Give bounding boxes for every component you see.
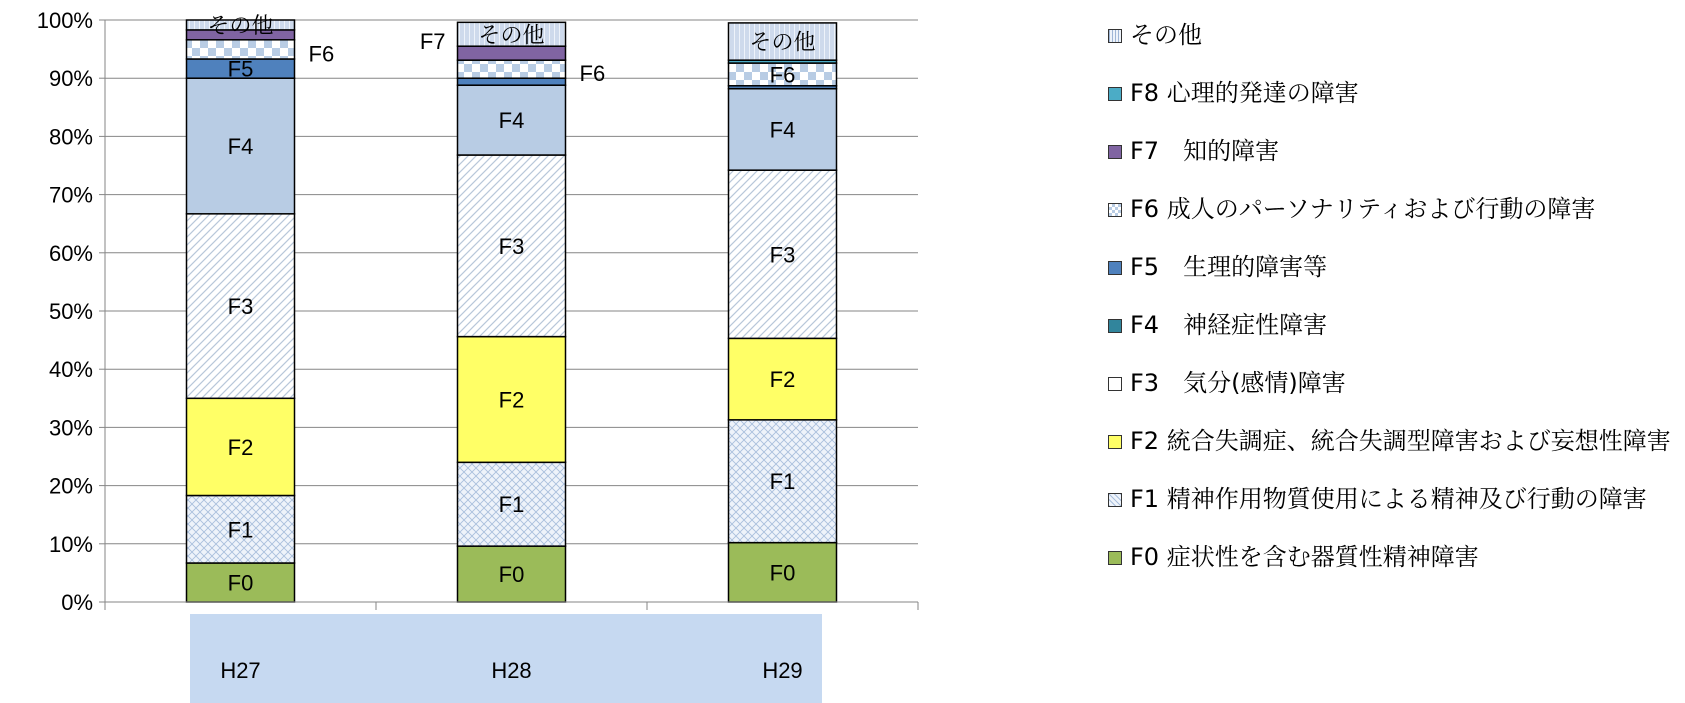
data-label-F3-H29: F3 [769,242,796,268]
bar-segment-F5-H28 [458,78,566,85]
legend-label: F5 生理的障害等 [1130,253,1328,281]
data-label-F4-H28: F4 [498,108,525,134]
callout-label-F6-H28: F6 [579,61,606,87]
data-label-F1-H27: F1 [227,517,254,543]
data-label-その他-H27: その他 [207,12,274,38]
y-tick-label: 100% [36,8,93,33]
data-label-F3-H28: F3 [498,233,525,259]
legend-label: F4 神経症性障害 [1130,311,1328,339]
y-tick-label: 10% [48,531,93,557]
legend-item [1108,254,1327,280]
y-tick-label: 20% [48,473,93,499]
data-label-その他-H28: その他 [478,22,545,48]
legend-swatch [1108,435,1122,449]
legend-label: F0 症状性を含む器質性精神障害 [1130,543,1479,571]
y-tick-label: 50% [48,299,93,324]
data-label-F0-H29: F0 [769,560,796,586]
legend-item [1108,428,1671,454]
data-label-F4-H29: F4 [769,117,796,143]
y-tick-label: 90% [48,66,93,92]
legend-item [1108,22,1202,48]
legend-swatch [1108,319,1122,333]
y-tick-label: 40% [48,357,93,383]
data-label-その他-H29: その他 [749,29,816,55]
data-label-F1-H29: F1 [769,469,796,495]
legend-item [1108,196,1595,222]
legend-item [1108,544,1479,570]
legend-swatch [1108,551,1122,565]
legend-label: F2 統合失調症、統合失調型障害および妄想性障害 [1130,427,1671,455]
legend-item [1108,370,1346,396]
x-tick-label-H29: H29 [762,658,803,683]
data-label-F5-H27: F5 [227,56,254,82]
callout-label-F6-H27: F6 [308,41,335,67]
legend-swatch [1108,261,1122,275]
data-label-F4-H27: F4 [227,134,254,160]
data-label-F6-H29: F6 [769,62,796,88]
y-tick-label: 30% [48,415,93,441]
legend-label: F6 成人のパーソナリティおよび行動の障害 [1130,195,1596,223]
data-label-F2-H27: F2 [227,434,254,460]
data-label-F2-H29: F2 [769,367,796,393]
legend-item [1108,486,1647,512]
data-label-F2-H28: F2 [498,387,525,413]
data-label-F0-H27: F0 [227,570,254,596]
legend-swatch [1108,87,1122,101]
legend-label: F8 心理的発達の障害 [1130,79,1359,107]
legend-item [1108,80,1359,106]
bar-segment-F6-H28 [458,60,566,78]
legend-label: その他 [1130,21,1202,49]
x-tick-label-H27: H27 [220,658,261,683]
legend-swatch [1108,203,1122,217]
legend-item [1108,138,1279,164]
labels [37,8,816,683]
legend-swatch [1108,377,1122,391]
legend-swatch [1108,29,1122,43]
data-label-F1-H28: F1 [498,492,525,518]
legend-swatch [1108,493,1122,507]
y-tick-label: 60% [48,240,93,266]
data-label-F0-H28: F0 [498,562,525,588]
bar-segment-F7-H28 [458,46,566,60]
legend-swatch [1108,145,1122,159]
legend-label: F1 精神作用物質使用による精神及び行動の障害 [1130,485,1647,513]
legend-label: F7 知的障害 [1130,137,1280,165]
y-tick-label: 70% [48,182,93,208]
y-tick-label: 0% [61,590,93,615]
data-label-F3-H27: F3 [227,294,254,320]
legend-item [1108,312,1327,338]
callout-label-F7-H28: F7 [419,29,446,55]
x-tick-label-H28: H28 [491,658,532,683]
legend-label: F3 気分(感情)障害 [1130,369,1346,397]
y-tick-label: 80% [48,124,93,150]
